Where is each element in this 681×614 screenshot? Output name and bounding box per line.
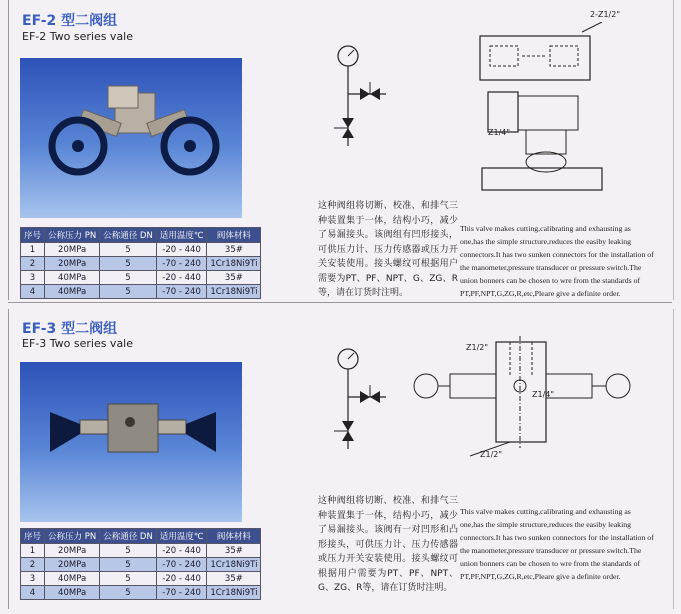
table-cell: 40MPa bbox=[45, 572, 100, 586]
table-row bbox=[21, 586, 261, 600]
table-cell: 1 bbox=[21, 544, 45, 558]
col-header: 公称压力 PN bbox=[45, 228, 100, 243]
table-cell: 5 bbox=[100, 586, 157, 600]
table-row bbox=[21, 257, 261, 271]
ef3-subtitle: EF-3 Two series vale bbox=[22, 337, 134, 350]
ef3-description-en: This valve makes cutting,calibrating and exhausting as one,has the simple structure,reduces the easiby leaking connectors.It has two sunken connectors for the installation of the manometer,pressure transducer or pressure switch.The union bonners can be chosen to wre from the standards of PT,PF,NPT,G,ZG,R,etc,Pleare give a definite order. bbox=[460, 507, 654, 581]
ef2-schematic bbox=[318, 42, 408, 152]
table-cell: 35# bbox=[207, 243, 261, 257]
table-cell: -20 - 440 bbox=[156, 271, 207, 285]
ef3-schematic bbox=[318, 345, 408, 455]
ef3-spec-table bbox=[20, 528, 261, 600]
table-row bbox=[21, 285, 261, 299]
col-header: 序号 bbox=[21, 228, 45, 243]
table-cell: 1Cr18Ni9Ti bbox=[207, 285, 261, 299]
table-cell: 20MPa bbox=[45, 257, 100, 271]
table-cell: 5 bbox=[100, 271, 157, 285]
table-cell: 1Cr18Ni9Ti bbox=[207, 257, 261, 271]
table-cell: 2 bbox=[21, 257, 45, 271]
table-cell: -20 - 440 bbox=[156, 572, 207, 586]
ef3-table-header bbox=[21, 529, 261, 544]
ef2-technical-drawing bbox=[472, 22, 622, 194]
table-row bbox=[21, 544, 261, 558]
table-cell: 20MPa bbox=[45, 243, 100, 257]
table-cell: 5 bbox=[100, 257, 157, 271]
col-header: 公称通径 DN bbox=[100, 529, 157, 544]
table-cell: 40MPa bbox=[45, 586, 100, 600]
table-cell: 35# bbox=[207, 271, 261, 285]
section-divider bbox=[8, 302, 672, 303]
table-cell: 4 bbox=[21, 285, 45, 299]
col-header: 适用温度℃ bbox=[156, 228, 207, 243]
table-cell: -70 - 240 bbox=[156, 558, 207, 572]
table-row bbox=[21, 271, 261, 285]
table-cell: 35# bbox=[207, 572, 261, 586]
table-cell: 5 bbox=[100, 285, 157, 299]
ef3-product-photo bbox=[20, 362, 242, 522]
ef2-valve-illustration bbox=[20, 58, 242, 218]
ef3-description-cn: 这种阀组将切断、校准、和排气三种装置集于一体，结构小巧，减少了易漏接头。该阀有一对凹形和凸形接头，可供压力计、压力传感器或压力开关安装使用。接头螺纹可根据用户需要为PT、PF、NPT、G、ZG、R等，请在订货时注明。 bbox=[318, 496, 458, 593]
table-cell: 1 bbox=[21, 243, 45, 257]
ef3-technical-drawing bbox=[410, 336, 640, 476]
table-row bbox=[21, 558, 261, 572]
ef2-subtitle: EF-2 Two series vale bbox=[22, 30, 134, 43]
table-cell: 5 bbox=[100, 544, 157, 558]
table-row bbox=[21, 243, 261, 257]
table-cell: 35# bbox=[207, 544, 261, 558]
table-cell: 40MPa bbox=[45, 271, 100, 285]
ef3-dim-label: Z1/4" bbox=[532, 390, 555, 399]
col-header: 适用温度℃ bbox=[156, 529, 207, 544]
table-cell: 5 bbox=[100, 243, 157, 257]
table-cell: -70 - 240 bbox=[156, 257, 207, 271]
table-cell: -70 - 240 bbox=[156, 285, 207, 299]
table-cell: 5 bbox=[100, 572, 157, 586]
ef2-dim-label: Z1/4" bbox=[488, 128, 511, 137]
ef3-dim-label: Z1/2" bbox=[466, 343, 489, 352]
table-cell: -20 - 440 bbox=[156, 243, 207, 257]
col-header: 公称压力 PN bbox=[45, 529, 100, 544]
table-cell: 3 bbox=[21, 271, 45, 285]
table-cell: 40MPa bbox=[45, 285, 100, 299]
table-cell: -20 - 440 bbox=[156, 544, 207, 558]
table-cell: 4 bbox=[21, 586, 45, 600]
table-cell: 3 bbox=[21, 572, 45, 586]
ef2-table-header bbox=[21, 228, 261, 243]
col-header: 序号 bbox=[21, 529, 45, 544]
table-cell: 2 bbox=[21, 558, 45, 572]
ef3-title: EF-3 型二阀组 bbox=[22, 321, 118, 337]
ef2-description-cn: 这种阀组将切断、校准、和排气三种装置集于一体，结构小巧，减少了易漏接头。该阀组有凹形接头，可供压力计、压力传感器或压力开关安装使用。接头螺纹可根据用户需要为PT、PF、NPT、G、ZG、R等，请在订货时注明。 bbox=[318, 201, 458, 298]
table-cell: 1Cr18Ni9Ti bbox=[207, 586, 261, 600]
col-header: 阀体材料 bbox=[207, 228, 261, 243]
table-row bbox=[21, 572, 261, 586]
ef3-valve-illustration bbox=[20, 362, 242, 522]
col-header: 阀体材料 bbox=[207, 529, 261, 544]
ef2-product-photo bbox=[20, 58, 242, 218]
table-cell: -70 - 240 bbox=[156, 586, 207, 600]
ef2-description-en: This valve makes cutting,calibrating and exhausting as one,has the simple structure,reduces the easiby leaking connectors.It has two sunken connectors for the installation of the manometer,pressure transducer or pressure switch.The union bonners can be chosen to wre from the standards of PT,PF,NPT,G,ZG,R,etc,Pleare give a definite order. bbox=[460, 224, 654, 298]
ef3-dim-label: Z1/2" bbox=[480, 450, 503, 459]
ef2-dim-label: 2-Z1/2" bbox=[590, 10, 621, 19]
ef2-spec-table bbox=[20, 227, 261, 299]
ef2-title: EF-2 型二阀组 bbox=[22, 13, 118, 29]
col-header: 公称通径 DN bbox=[100, 228, 157, 243]
table-cell: 1Cr18Ni9Ti bbox=[207, 558, 261, 572]
table-cell: 20MPa bbox=[45, 544, 100, 558]
table-cell: 20MPa bbox=[45, 558, 100, 572]
table-cell: 5 bbox=[100, 558, 157, 572]
